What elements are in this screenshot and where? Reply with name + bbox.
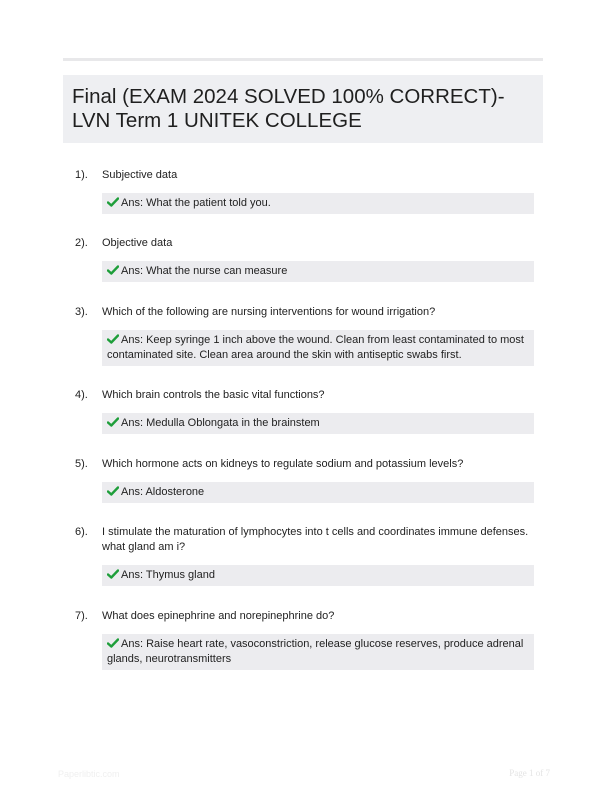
check-icon — [107, 197, 119, 207]
answer-text: Ans: Keep syringe 1 inch above the wound. Clean from least contaminated to most contaminated site. Clean area around the skin with antiseptic swabs first. — [107, 334, 524, 361]
question-text: Subjective data — [102, 169, 178, 181]
question-text: I stimulate the maturation of lymphocytes into t cells and coordinates immune defenses. what gland am i? — [102, 526, 529, 553]
answer-box — [102, 413, 534, 434]
question-text: Which of the following are nursing interventions for wound irrigation? — [102, 306, 436, 318]
check-icon — [107, 486, 119, 496]
answer-box — [102, 634, 534, 670]
question-number: 5). — [75, 458, 88, 470]
check-icon — [107, 417, 119, 427]
question-number: 7). — [75, 610, 88, 622]
question-text: What does epinephrine and norepinephrine do? — [102, 610, 335, 622]
answer-text: Ans: Medulla Oblongata in the brainstem — [121, 417, 320, 429]
question-number: 1). — [75, 169, 88, 181]
answer-text: Ans: Raise heart rate, vasoconstriction, release glucose reserves, produce adrenal glands, neurotransmitters — [107, 638, 524, 665]
title-box — [63, 75, 543, 143]
answer-box — [102, 565, 534, 586]
question-number: 3). — [75, 306, 88, 318]
question-text: Which brain controls the basic vital functions? — [102, 389, 325, 401]
question-number: 4). — [75, 389, 88, 401]
page-title: Final (EXAM 2024 SOLVED 100% CORRECT)- LVN Term 1 UNITEK COLLEGE — [72, 85, 505, 132]
answer-text: Ans: What the patient told you. — [121, 197, 271, 209]
answer-box — [102, 261, 534, 282]
check-icon — [107, 569, 119, 579]
check-icon — [107, 334, 119, 344]
answer-box — [102, 193, 534, 214]
footer-watermark: Paperlibtic.com — [58, 769, 120, 779]
question-text: Objective data — [102, 237, 173, 249]
answer-box — [102, 482, 534, 503]
check-icon — [107, 265, 119, 275]
top-divider — [63, 58, 543, 61]
question-number: 6). — [75, 526, 88, 538]
check-icon — [107, 638, 119, 648]
answer-text: Ans: Aldosterone — [121, 486, 205, 498]
page-number: Page 1 of 7 — [509, 768, 550, 778]
answer-text: Ans: Thymus gland — [121, 569, 215, 581]
answer-text: Ans: What the nurse can measure — [121, 265, 288, 277]
question-text: Which hormone acts on kidneys to regulate sodium and potassium levels? — [102, 458, 464, 470]
question-number: 2). — [75, 237, 88, 249]
answer-box — [102, 330, 534, 366]
